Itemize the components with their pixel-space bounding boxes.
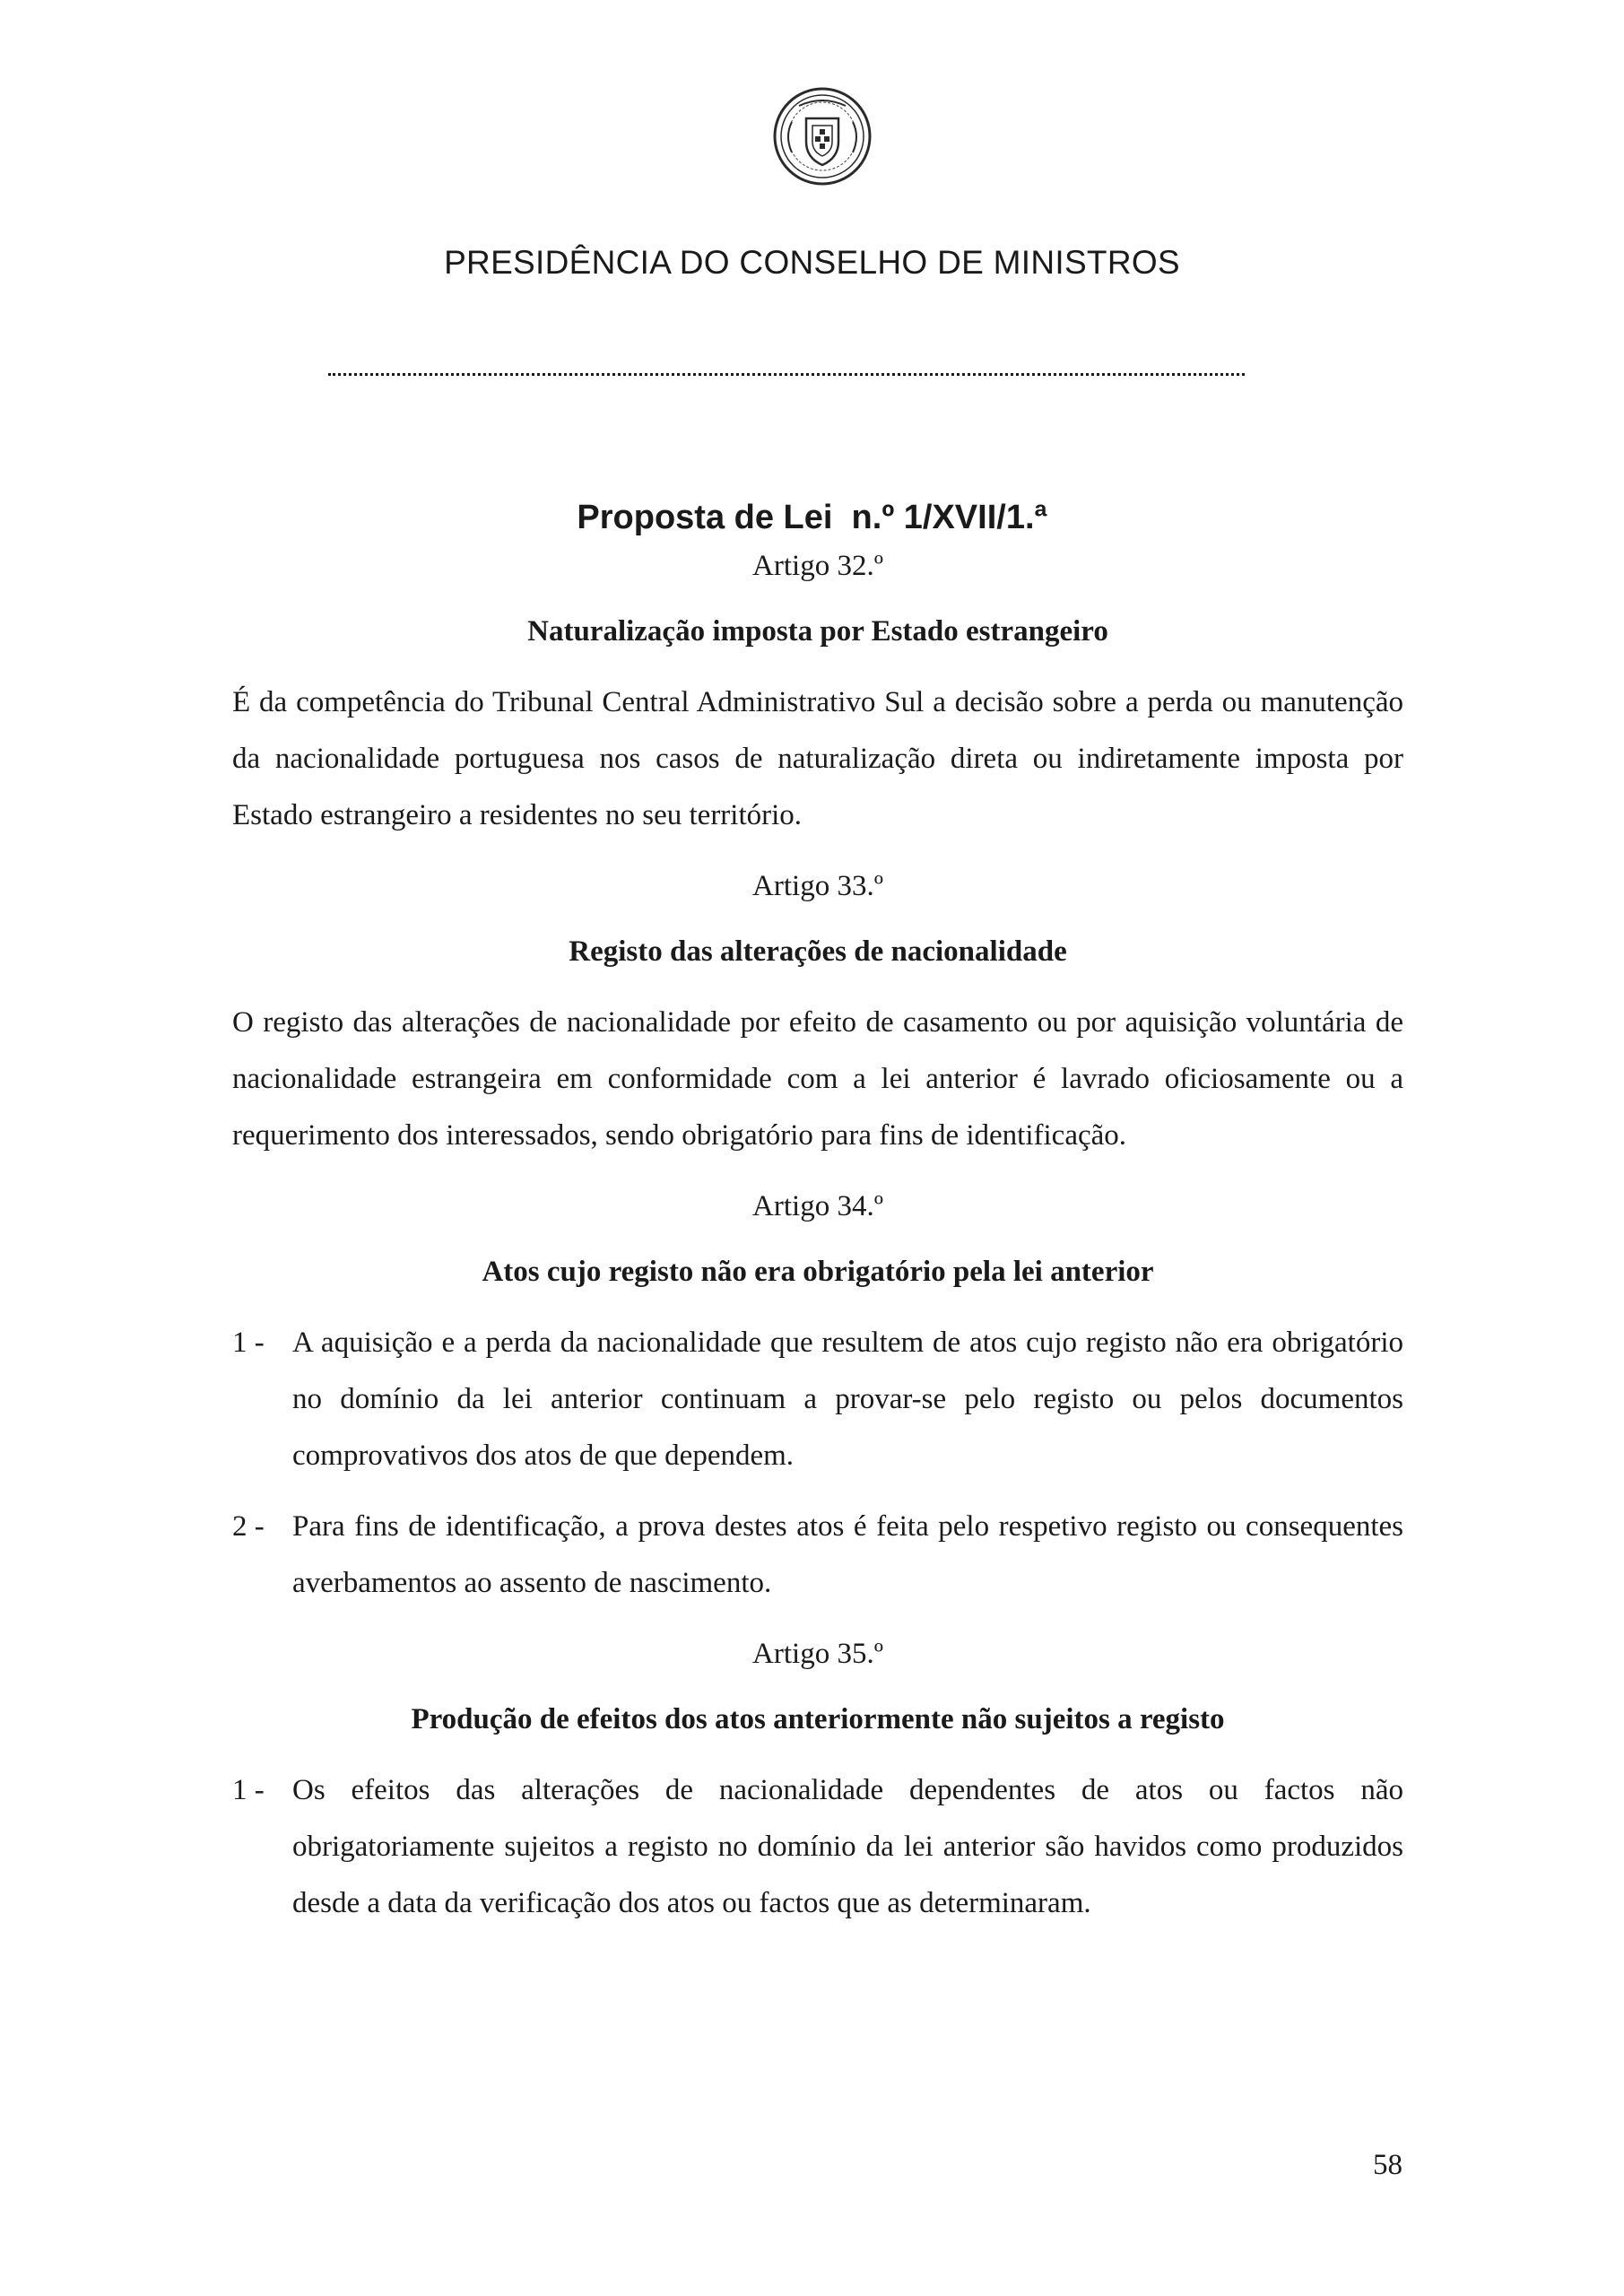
page-number: 58 <box>1373 2149 1403 2181</box>
proposal-title: Proposta de Lei n.º 1/XVII/1.ª <box>577 499 1047 536</box>
numbered-item <box>232 1762 1403 1932</box>
article-number: Artigo 32.º <box>752 550 883 582</box>
ministry-header-title: PRESIDÊNCIA DO CONSELHO DE MINISTROS <box>444 244 1180 281</box>
article-number: Artigo 34.º <box>752 1190 883 1222</box>
item-text: Os efeitos das alterações de nacionalidade dependentes de atos ou factos não obrigatoriamente sujeitos a registo no domínio da lei anterior são havidos como produzidos desde a data da verificação dos atos ou factos que as determinaram. <box>292 1774 1403 1919</box>
item-number: 1 - <box>232 1774 265 1806</box>
article-number: Artigo 35.º <box>752 1638 883 1670</box>
numbered-item <box>232 1315 1403 1484</box>
article-title: Naturalização imposta por Estado estrangeiro <box>527 615 1108 648</box>
article-title: Produção de efeitos dos atos anteriormente não sujeitos a registo <box>411 1703 1225 1735</box>
document-body <box>232 538 1403 1932</box>
item-text: Para fins de identificação, a prova destes atos é feita pelo respetivo registo ou consequentes averbamentos ao assento de nascimento. <box>292 1510 1403 1599</box>
numbered-item <box>232 1499 1403 1612</box>
item-number: 1 - <box>232 1326 265 1359</box>
article-paragraph: É da competência do Tribunal Central Administrativo Sul a decisão sobre a perda ou manutenção da nacionalidade portuguesa nos casos de naturalização direta ou indiretamente imposta por Estado estrangeiro a residentes no seu território. <box>232 686 1403 831</box>
article-number: Artigo 33.º <box>752 870 883 902</box>
article-title: Atos cujo registo não era obrigatório pela lei anterior <box>482 1256 1154 1288</box>
item-text: A aquisição e a perda da nacionalidade que resultem de atos cujo registo não era obrigatório no domínio da lei anterior continuam a provar-se pelo registo ou pelos documentos comprovativos dos atos de que dependem. <box>292 1326 1403 1472</box>
coat-of-arms-emblem <box>772 86 873 187</box>
header-dotted-divider <box>328 373 1245 376</box>
article-paragraph: O registo das alterações de nacionalidade por efeito de casamento ou por aquisição voluntária de nacionalidade estrangeira em conformidade com a lei anterior é lavrado oficiosamente ou a requerimento dos interessados, sendo obrigatório para fins de identificação. <box>232 1006 1403 1152</box>
article-title: Registo das alterações de nacionalidade <box>569 935 1067 968</box>
item-number: 2 - <box>232 1510 265 1543</box>
